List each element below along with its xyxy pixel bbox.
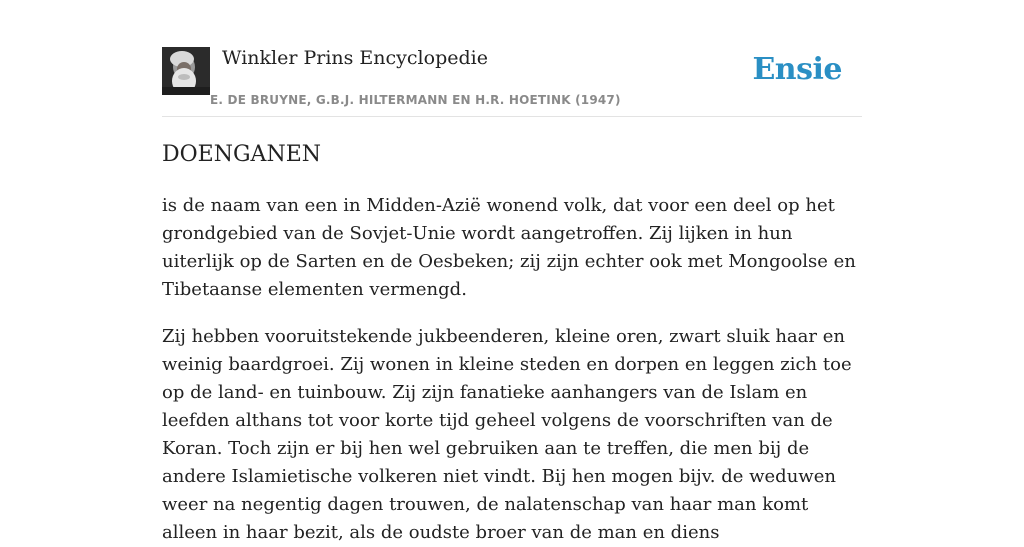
portrait-image	[162, 47, 210, 95]
site-header	[162, 46, 862, 117]
article-title: DOENGANEN	[162, 142, 322, 167]
authors-credit: E. DE BRUYNE, G.B.J. HILTERMANN EN H.R. HOETINK (1947)	[210, 93, 621, 107]
article	[162, 140, 867, 547]
article-paragraph: Zij hebben vooruitstekende jukbeenderen, kleine oren, zwart sluik haar en weinig baardgroei. Zij wonen in kleine steden en dorpen en leggen zich toe op de land- en tuinbouw. Zij zijn fanatieke aanhangers van de Islam en leefden althans tot voor korte tijd geheel volgens de voorschriften van de Koran. Toch zijn er bij hen wel gebruiken aan te treffen, die men bij de andere Islamietische volkeren niet vindt. Bij hen mogen bijv. de weduwen weer na negentig dagen trouwen, de nalatenschap van haar man komt alleen in haar bezit, als de oudste broer van de man en diens	[162, 326, 852, 543]
brand-logo[interactable]: Ensie	[752, 52, 842, 87]
site-name[interactable]: Winkler Prins Encyclopedie	[222, 47, 488, 69]
article-paragraph: is de naam van een in Midden-Azië wonend volk, dat voor een deel op het grondgebied van de Sovjet-Unie wordt aangetroffen. Zij lijken in hun uiterlijk op de Sarten en de Oesbeken; zij zijn echter ook met Mongoolse en Tibetaanse elementen vermengd.	[162, 195, 856, 300]
author-avatar	[162, 47, 210, 95]
